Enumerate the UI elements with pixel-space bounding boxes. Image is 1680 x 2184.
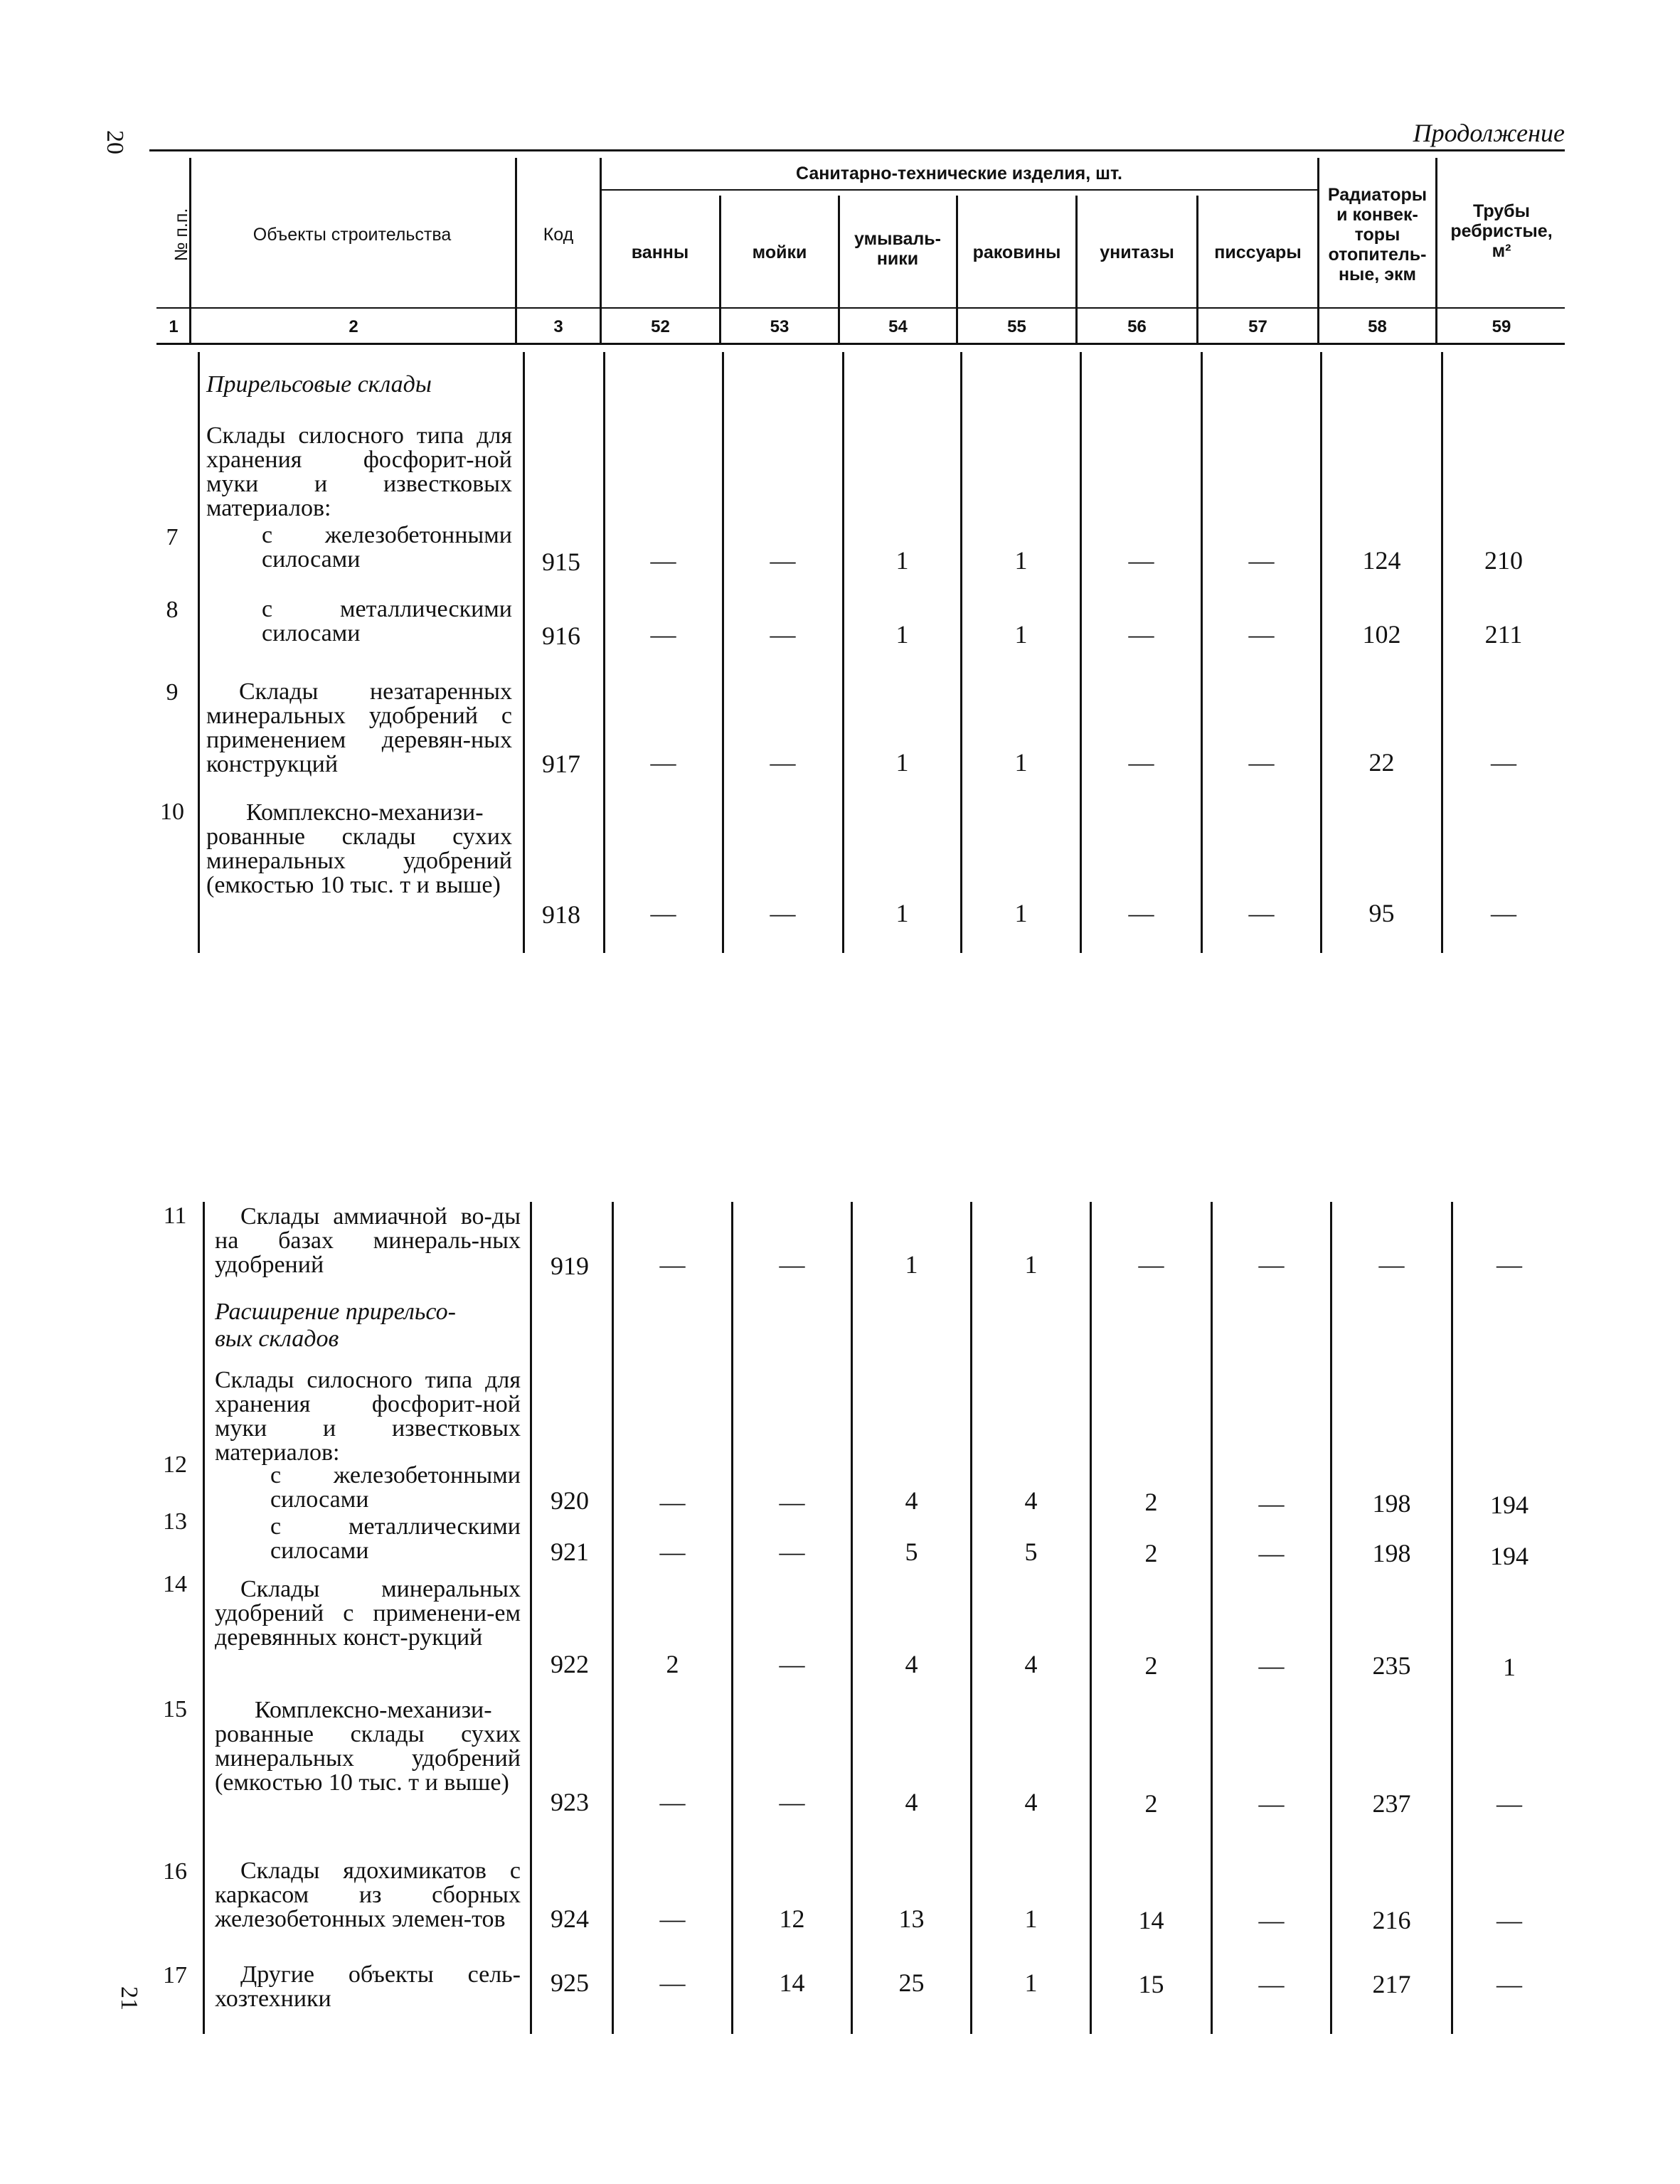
cell-washbasins: 4: [905, 1486, 918, 1515]
colnum: 1: [169, 317, 179, 336]
row-code: 920: [551, 1486, 589, 1515]
cell-sinks: 14: [779, 1969, 805, 1997]
cell-washbasins: 25: [898, 1969, 925, 1997]
cell-urinals: —: [1258, 1539, 1285, 1567]
header-toilets: унитазы: [1100, 243, 1174, 262]
cell-sinks: 12: [779, 1905, 805, 1933]
cell-urinals: —: [1258, 1906, 1285, 1934]
row-number: 11: [163, 1203, 187, 1229]
cell-baths: —: [659, 1250, 686, 1279]
cell-baths: —: [659, 1488, 686, 1516]
cell-basins: 4: [1024, 1650, 1038, 1678]
section-title: Прирельсовые склады: [206, 371, 432, 398]
cell-sinks: —: [770, 899, 796, 927]
colnum: 55: [1007, 317, 1026, 336]
cell-pipes: —: [1496, 1250, 1522, 1279]
group-title: Склады силосного типа для хранения фосфорит-ной муки и известковых материалов:: [215, 1367, 521, 1466]
cell-washbasins: 13: [898, 1905, 925, 1933]
cell-basins: 1: [1024, 1905, 1038, 1933]
colnum: 52: [651, 317, 670, 336]
cell-baths: —: [659, 1969, 686, 1997]
row-code: 922: [551, 1650, 589, 1678]
object-name: с железобетонными силосами: [262, 522, 512, 572]
cell-washbasins: 1: [895, 899, 909, 927]
cell-sinks: —: [779, 1488, 805, 1516]
object-name: Комплексно-механизи-рованные склады сухих минеральных удобрений (емкостью 10 тыс. т и выше): [206, 799, 512, 898]
row-code: 917: [542, 750, 580, 778]
row-code: 925: [551, 1969, 589, 1997]
page-number-top: 20: [102, 130, 128, 154]
cell-basins: 1: [1014, 899, 1028, 927]
row-number: 15: [163, 1696, 187, 1722]
header-urinals: писсуары: [1214, 243, 1302, 262]
row-number: 7: [166, 524, 179, 550]
cell-toilets: —: [1128, 748, 1154, 777]
section-title: Расширение прирельсо- вых складов: [215, 1299, 456, 1352]
cell-radiators: 216: [1372, 1906, 1411, 1934]
cell-toilets: 2: [1144, 1539, 1158, 1567]
cell-urinals: —: [1258, 1489, 1285, 1518]
row-number: 14: [163, 1571, 187, 1597]
object-name: Склады ядохимикатов с каркасом из сборных железобетонных элемен-тов: [215, 1858, 521, 1932]
cell-radiators: 102: [1362, 620, 1401, 649]
cell-basins: 4: [1024, 1788, 1038, 1816]
cell-sinks: —: [770, 748, 796, 777]
cell-washbasins: 1: [895, 546, 909, 575]
cell-washbasins: 4: [905, 1650, 918, 1678]
cell-washbasins: 1: [895, 620, 909, 649]
cell-basins: 1: [1024, 1969, 1038, 1997]
cell-baths: —: [659, 1788, 686, 1816]
cell-toilets: —: [1128, 546, 1154, 575]
cell-radiators: 237: [1372, 1789, 1411, 1818]
cell-washbasins: 1: [895, 748, 909, 777]
cell-radiators: 198: [1372, 1539, 1411, 1567]
cell-pipes: 211: [1484, 620, 1523, 649]
cell-pipes: —: [1491, 748, 1516, 777]
cell-urinals: —: [1258, 1651, 1285, 1680]
continuation-label: Продолжение: [1413, 119, 1565, 147]
cell-washbasins: 1: [905, 1250, 918, 1279]
colnum: 3: [553, 317, 563, 336]
object-name: с металлическими силосами: [270, 1513, 521, 1564]
colnum: 59: [1492, 317, 1511, 336]
cell-basins: 1: [1014, 748, 1028, 777]
cell-urinals: —: [1258, 1250, 1285, 1279]
cell-radiators: 124: [1362, 546, 1401, 575]
cell-sinks: —: [770, 620, 796, 649]
object-name: Склады аммиачной во-ды на базах минераль-ных удобрений: [215, 1203, 521, 1278]
row-number: 9: [166, 679, 179, 705]
cell-radiators: 235: [1372, 1651, 1411, 1680]
row-number: 10: [160, 799, 184, 825]
cell-sinks: —: [779, 1650, 805, 1678]
header-baths: ванны: [631, 243, 689, 262]
cell-toilets: —: [1128, 620, 1154, 649]
cell-radiators: 22: [1368, 748, 1395, 777]
cell-washbasins: 5: [905, 1538, 918, 1566]
cell-pipes: 194: [1490, 1542, 1529, 1570]
cell-pipes: —: [1496, 1789, 1522, 1818]
row-number: 12: [163, 1451, 187, 1478]
cell-baths: —: [659, 1905, 686, 1933]
cell-radiators: 198: [1372, 1489, 1411, 1518]
cell-toilets: 2: [1144, 1651, 1158, 1680]
cell-radiators: —: [1378, 1250, 1405, 1279]
object-name: Склады незатаренных минеральных удобрений с применением деревян-ных конструкций: [206, 678, 512, 777]
object-name: Другие объекты сель-хозтехники: [215, 1961, 521, 2012]
cell-pipes: 194: [1490, 1491, 1529, 1519]
cell-basins: 1: [1014, 546, 1028, 575]
cell-sinks: —: [770, 546, 796, 575]
colnum: 57: [1248, 317, 1267, 336]
row-code: 916: [542, 622, 580, 650]
page-number-bottom: 21: [116, 1986, 142, 2010]
colnum: 54: [888, 317, 908, 336]
header-sinks: мойки: [752, 243, 807, 262]
header-pipes: Трубы ребристые, м²: [1450, 201, 1553, 261]
row-number: 16: [163, 1858, 187, 1885]
cell-urinals: —: [1258, 1789, 1285, 1818]
cell-toilets: 2: [1144, 1789, 1158, 1818]
cell-baths: —: [650, 748, 676, 777]
colnum: 2: [349, 317, 358, 336]
cell-urinals: —: [1248, 546, 1275, 575]
row-number: 8: [166, 597, 179, 623]
cell-pipes: 1: [1503, 1653, 1516, 1681]
cell-toilets: 14: [1138, 1906, 1164, 1934]
object-name: с металлическими силосами: [262, 596, 512, 646]
cell-basins: 1: [1014, 620, 1028, 649]
cell-radiators: 95: [1368, 899, 1395, 927]
cell-urinals: —: [1248, 748, 1275, 777]
row-code: 918: [542, 900, 580, 929]
row-code: 921: [551, 1538, 589, 1566]
cell-baths: —: [659, 1538, 686, 1566]
cell-toilets: —: [1128, 899, 1154, 927]
row-code: 923: [551, 1788, 589, 1816]
cell-toilets: 15: [1138, 1970, 1164, 1998]
row-code: 919: [551, 1252, 589, 1280]
header-basins: раковины: [972, 243, 1061, 262]
header-radiators: Радиаторы и конвек- торы отопитель- ные, экм: [1327, 185, 1428, 284]
object-name: Склады минеральных удобрений с применени-ем деревянных конст-рукций: [215, 1576, 521, 1651]
header-sanitary-group: Санитарно-технические изделия, шт.: [796, 164, 1122, 183]
cell-sinks: —: [779, 1788, 805, 1816]
row-code: 924: [551, 1905, 589, 1933]
colnum: 58: [1368, 317, 1387, 336]
cell-pipes: 210: [1484, 546, 1523, 575]
row-code: 915: [542, 548, 580, 576]
cell-basins: 1: [1024, 1250, 1038, 1279]
cell-urinals: —: [1258, 1970, 1285, 1998]
colnum: 56: [1127, 317, 1147, 336]
cell-washbasins: 4: [905, 1788, 918, 1816]
cell-toilets: —: [1138, 1250, 1164, 1279]
header-washbasins: умываль- ники: [854, 229, 941, 269]
object-name: Комплексно-механизи-рованные склады сухих минеральных удобрений (емкостью 10 тыс. т и выше): [215, 1697, 521, 1796]
header-objects: Объекты строительства: [252, 225, 452, 245]
header-row-no: № п.п.: [171, 208, 191, 262]
row-number: 17: [163, 1962, 187, 1988]
group-title: Склады силосного типа для хранения фосфорит-ной муки и известковых материалов:: [206, 422, 512, 521]
cell-baths: —: [650, 620, 676, 649]
cell-basins: 5: [1024, 1538, 1038, 1566]
cell-baths: —: [650, 899, 676, 927]
cell-urinals: —: [1248, 620, 1275, 649]
cell-sinks: —: [779, 1250, 805, 1279]
cell-pipes: —: [1491, 899, 1516, 927]
cell-toilets: 2: [1144, 1488, 1158, 1516]
header-code: Код: [543, 225, 574, 245]
cell-pipes: —: [1496, 1906, 1522, 1934]
cell-baths: 2: [666, 1650, 679, 1678]
cell-urinals: —: [1248, 899, 1275, 927]
row-number: 13: [163, 1508, 187, 1535]
cell-sinks: —: [779, 1538, 805, 1566]
cell-radiators: 217: [1372, 1970, 1411, 1998]
cell-basins: 4: [1024, 1486, 1038, 1515]
cell-pipes: —: [1496, 1970, 1522, 1998]
cell-baths: —: [650, 546, 676, 575]
object-name: с железобетонными силосами: [270, 1462, 521, 1513]
colnum: 53: [770, 317, 790, 336]
